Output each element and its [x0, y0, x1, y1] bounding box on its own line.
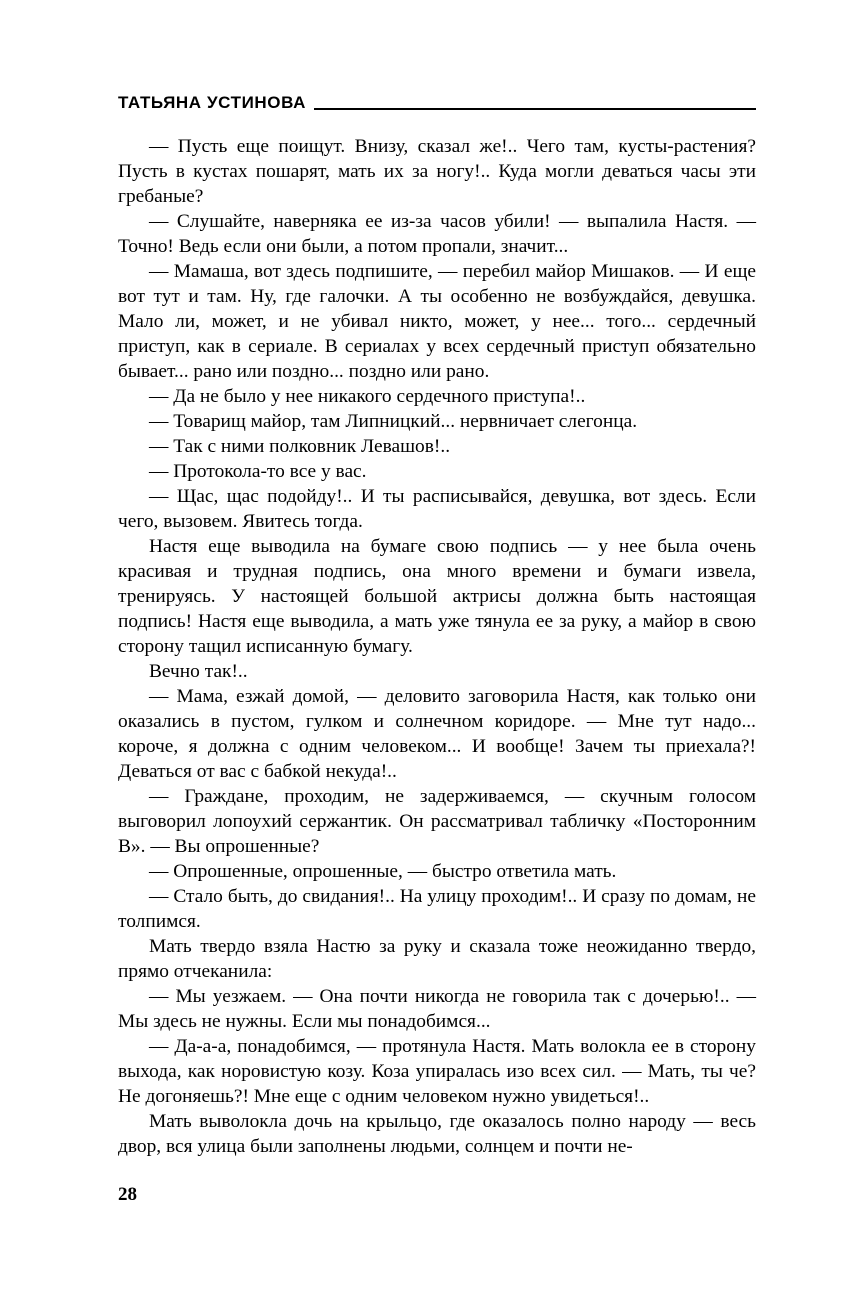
paragraph: — Да-а-а, понадобимся, — протянула Настя. Мать волокла ее в сторону выхода, как норовистую козу. Коза упиралась изо всех сил. — Мать, ты че? Не догоняешь?! Мне еще с одним человеком нужно увидеться!.. — [118, 1036, 756, 1107]
paragraph: — Да не было у нее никакого сердечного приступа!.. — [149, 386, 586, 407]
paragraph: — Мама, езжай домой, — деловито заговорила Настя, как только они оказались в пустом, гулком и солнечном коридоре. — Мне тут надо... короче, я должна с одним человеком... И вообще! Зачем ты приехала?! Деваться от вас с бабкой некуда!.. — [118, 686, 756, 782]
running-header — [118, 94, 756, 111]
paragraph: — Пусть еще поищут. Внизу, сказал же!.. Чего там, кусты-растения? Пусть в кустах пошарят, мать их за ногу!.. Куда могли деваться часы эти гребаные? — [118, 136, 756, 207]
paragraph: Настя еще выводила на бумаге свою подпись — у нее была очень красивая и трудная подпись, она много времени и бумаги извела, тренируясь. У настоящей большой актрисы должна быть настоящая подпись! Настя еще выводила, а мать уже тянула ее за руку, а майор в свою сторону тащил исписанную бумагу. — [118, 536, 756, 657]
paragraph: — Мы уезжаем. — Она почти никогда не говорила так с дочерью!.. — Мы здесь не нужны. Если мы понадобимся... — [118, 986, 756, 1032]
text-body — [118, 134, 756, 1159]
paragraph: Мать твердо взяла Настю за руку и сказала тоже неожиданно твердо, прямо отчеканила: — [118, 936, 756, 982]
author-name: ТАТЬЯНА УСТИНОВА — [118, 93, 307, 112]
paragraph: — Мамаша, вот здесь подпишите, — перебил майор Мишаков. — И еще вот тут и там. Ну, где галочки. А ты особенно не возбуждайся, девушка. Мало ли, может, и не убивал никто, может, у нее... того... сердечный приступ, как в сериале. В сериалах у всех сердечный приступ обязательно бывает... рано или поздно... поздно или рано. — [118, 261, 756, 382]
header-rule — [314, 108, 756, 110]
paragraph: Вечно так!.. — [149, 661, 248, 682]
paragraph: — Стало быть, до свидания!.. На улицу проходим!.. И сразу по домам, не толпимся. — [118, 886, 756, 932]
paragraph: — Слушайте, наверняка ее из-за часов убили! — выпалила Настя. — Точно! Ведь если они были, а потом пропали, значит... — [118, 211, 756, 257]
paragraph: — Опрошенные, опрошенные, — быстро ответила мать. — [149, 861, 617, 882]
paragraph: — Так с ними полковник Левашов!.. — [149, 436, 451, 457]
paragraph: — Граждане, проходим, не задерживаемся, — скучным голосом выговорил лопоухий сержантик. Он рассматривал табличку «Посторонним В». — Вы опрошенные? — [118, 786, 756, 857]
paragraph: — Щас, щас подойду!.. И ты расписывайся, девушка, вот здесь. Если чего, вызовем. Явитесь тогда. — [118, 486, 756, 532]
page-number: 28 — [118, 1184, 137, 1205]
paragraph: — Товарищ майор, там Липницкий... нервничает слегонца. — [149, 411, 638, 432]
paragraph: — Протокола-то все у вас. — [149, 461, 367, 482]
paragraph: Мать выволокла дочь на крыльцо, где оказалось полно народу — весь двор, вся улица были заполнены людьми, солнцем и почти не- — [118, 1111, 756, 1157]
